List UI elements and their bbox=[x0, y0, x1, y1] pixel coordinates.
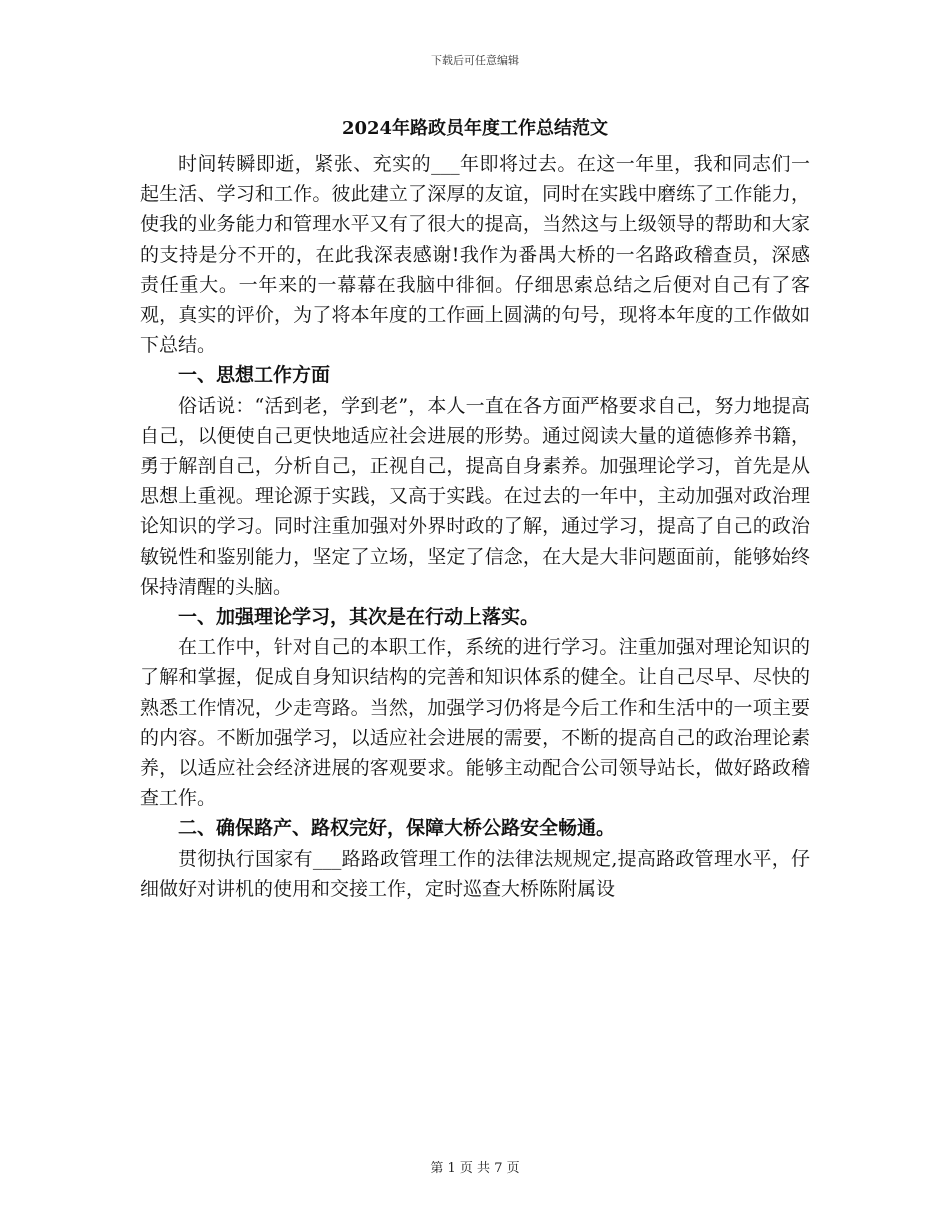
document-body bbox=[140, 149, 810, 904]
section-heading-ideology: 一、思想工作方面 bbox=[178, 364, 331, 387]
header-note: 下载后可任意编辑 bbox=[431, 54, 519, 67]
paragraph-ideology: 俗话说：“活到老，学到老”，本人一直在各方面严格要求自己，努力地提高自己，以便使自己更快地适应社会进展的形势。通过阅读大量的道德修养书籍，勇于解剖自己，分析自己，正视自己，提高自身素养。加强理论学习，首先是从思想上重视。理论源于实践，又高于实践。在过去的一年中，主动加强对政治理论知识的学习。同时注重加强对外界时政的了解，通过学习，提高了自己的政治敏锐性和鉴别能力，坚定了立场，坚定了信念，在大是大非问题面前，能够始终保持清醒的头脑。 bbox=[140, 394, 810, 598]
document-title: 2024年路政员年度工作总结范文 bbox=[341, 118, 609, 139]
paragraph-theory-study: 在工作中，针对自己的本职工作，系统的进行学习。注重加强对理论知识的了解和掌握，促成自身知识结构的完善和知识体系的健全。让自己尽早、尽快的熟悉工作情况，少走弯路。当然，加强学习仍将是今后工作和生活中的一项主要的内容。不断加强学习，以适应社会进展的需要，不断的提高自己的政治理论素养，以适应社会经济进展的客观要求。能够主动配合公司领导站长，做好路政稽查工作。 bbox=[140, 636, 810, 810]
page-number: 第 1 页 共 7 页 bbox=[430, 1161, 520, 1176]
paragraph-road-safety: 贯彻执行国家有___路路政管理工作的法律法规规定,提高路政管理水平，仔细做好对讲机的使用和交接工作，定时巡查大桥陈附属设 bbox=[140, 847, 810, 900]
section-heading-theory-study: 一、加强理论学习，其次是在行动上落实。 bbox=[178, 606, 540, 629]
section-heading-road-safety: 二、确保路产、路权完好，保障大桥公路安全畅通。 bbox=[178, 817, 616, 840]
paragraph-intro: 时间转瞬即逝，紧张、充实的___年即将过去。在这一年里，我和同志们一起生活、学习和工作。彼此建立了深厚的友谊，同时在实践中磨练了工作能力，使我的业务能力和管理水平又有了很大的提高，当然这与上级领导的帮助和大家的支持是分不开的，在此我深表感谢!我作为番禺大桥的一名路政稽查员，深感责任重大。一年来的一幕幕在我脑中徘徊。仔细思索总结之后便对自己有了客观，真实的评价，为了将本年度的工作画上圆满的句号，现将本年度的工作做如下总结。 bbox=[140, 153, 810, 357]
